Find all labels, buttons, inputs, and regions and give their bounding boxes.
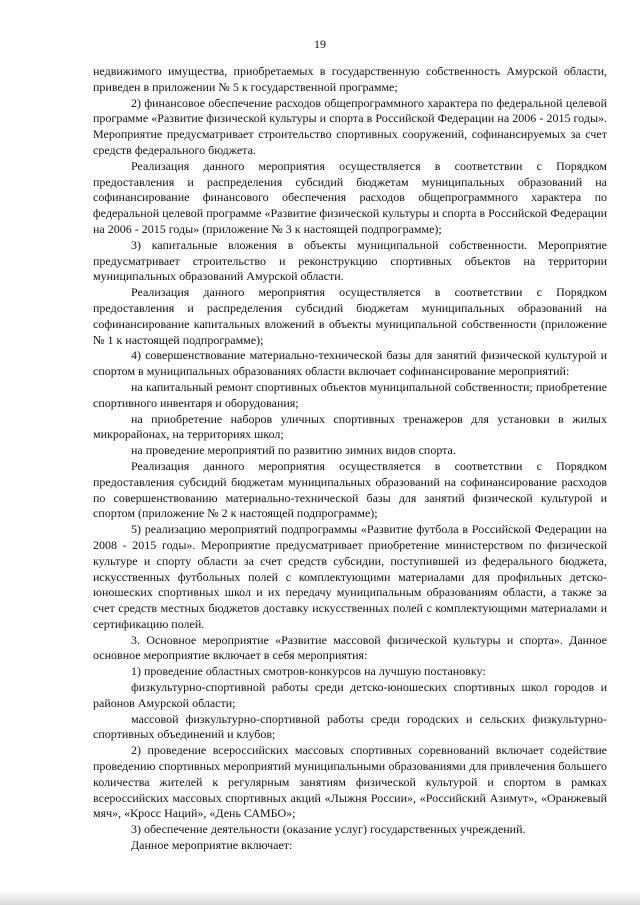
paragraph-main-activity-3: 3. Основное мероприятие «Развитие массовой физической культуры и спорта». Данное основное мероприятие включает в себя мероприятия: xyxy=(93,632,607,663)
paragraph-subitem-1-schools: физкультурно-спортивной работы среди детско-юношеских спортивных школ городов и районов Амурской области; xyxy=(93,680,607,710)
paragraph-item-3-implementation: Реализация данного мероприятия осуществляется в соответствии с Порядком предоставления и распределения субсидий бюджетам муниципальных образований на софинансирование капитальных вложений в объекты муниципальной собственности (приложение № 1 к настоящей подпрограмме); xyxy=(93,285,607,347)
paragraph-item-5: 5) реализацию мероприятий подпрограммы «Развитие футбола в Российской Федерации на 2008 - 2015 годы». Мероприятие предусматривает приобретение министерством по физической культуре и спорту области за счет средств субсидии, поступившей из федерального бюджета, искусственных футбольных полей с комплектующими материалами для профильных детско-юношеских спортивных школ и их передачу муниципальным образованиям области, а также за счет средств местных бюджетов доставку искусственных полей с комплектующими материалами и сертификацию полей. xyxy=(93,522,607,631)
paragraph-continuation: недвижимого имущества, приобретаемых в государственную собственность Амурской области, приведен в приложении № 5 к государственной программе; xyxy=(93,64,607,94)
scan-bottom-edge xyxy=(0,891,640,905)
paragraph-item-4-trainers: на приобретение наборов уличных спортивных тренажеров для установки в жилых микрорайонах, на территориях школ; xyxy=(93,411,607,442)
paragraph-item-4-repair: на капитальный ремонт спортивных объектов муниципальной собственности; приобретение спортивного инвентаря и оборудования; xyxy=(93,379,607,410)
paragraph-item-2-implementation: Реализация данного мероприятия осуществляется в соответствии с Порядком предоставления и распределения субсидий бюджетам муниципальных образований на софинансирование финансового обеспечения расходов общепрограммного характера по федеральной целевой программе «Развитие физической культуры и спорта в Российской Федерации на 2006 - 2015 годы» (приложение № 3 к настоящей подпрограмме); xyxy=(93,158,607,236)
paragraph-item-4: 4) совершенствование материально-технической базы для занятий физической культурой и спортом в муниципальных образованиях области включает софинансирование мероприятий: xyxy=(93,348,607,379)
page-number: 19 xyxy=(314,37,326,51)
document-body xyxy=(93,64,607,854)
paragraph-subitem-3-includes: Данное мероприятие включает: xyxy=(131,838,293,853)
paragraph-item-3: 3) капитальные вложения в объекты муниципальной собственности. Мероприятие предусматривает строительство и реконструкцию спортивных объектов на территории муниципальных образований Амурской области. xyxy=(93,237,607,284)
paragraph-subitem-3: 3) обеспечение деятельности (оказание услуг) государственных учреждений. xyxy=(131,822,526,837)
paragraph-subitem-2: 2) проведение всероссийских массовых спортивных соревнований включает содействие проведению спортивных мероприятий муниципальными образованиями для привлечения большего количества жителей к регулярным занятиям физической культурой и спортом в рамках всероссийских массовых спортивных акций «Лыжня России», «Российский Азимут», «Оранжевый мяч», «Кросс Наций», «День САМБО»; xyxy=(93,743,607,821)
paragraph-subitem-1: 1) проведение областных смотров-конкурсов на лучшую постановку: xyxy=(131,664,486,679)
paragraph-subitem-1-clubs: массовой физкультурно-спортивной работы среди городских и сельских физкультурно-спортивных объединений и клубов; xyxy=(93,711,607,742)
paragraph-item-4-implementation: Реализация данного мероприятия осуществляется в соответствии с Порядком предоставления субсидий бюджетам муниципальных образований на софинансирование расходов по совершенствованию материально-технической базы для занятий физической культурой и спортом (приложение № 2 к настоящей подпрограмме); xyxy=(93,458,607,521)
paragraph-item-4-winter-sports: на проведение мероприятий по развитию зимних видов спорта. xyxy=(131,443,456,458)
paragraph-item-2: 2) финансовое обеспечение расходов общепрограммного характера по федеральной целевой программе «Развитие физической культуры и спорта в Российской Федерации на 2006 - 2015 годы». Мероприятие предусматривает строительство спортивных сооружений, софинансируемых за счет средств федерального бюджета. xyxy=(93,95,607,157)
